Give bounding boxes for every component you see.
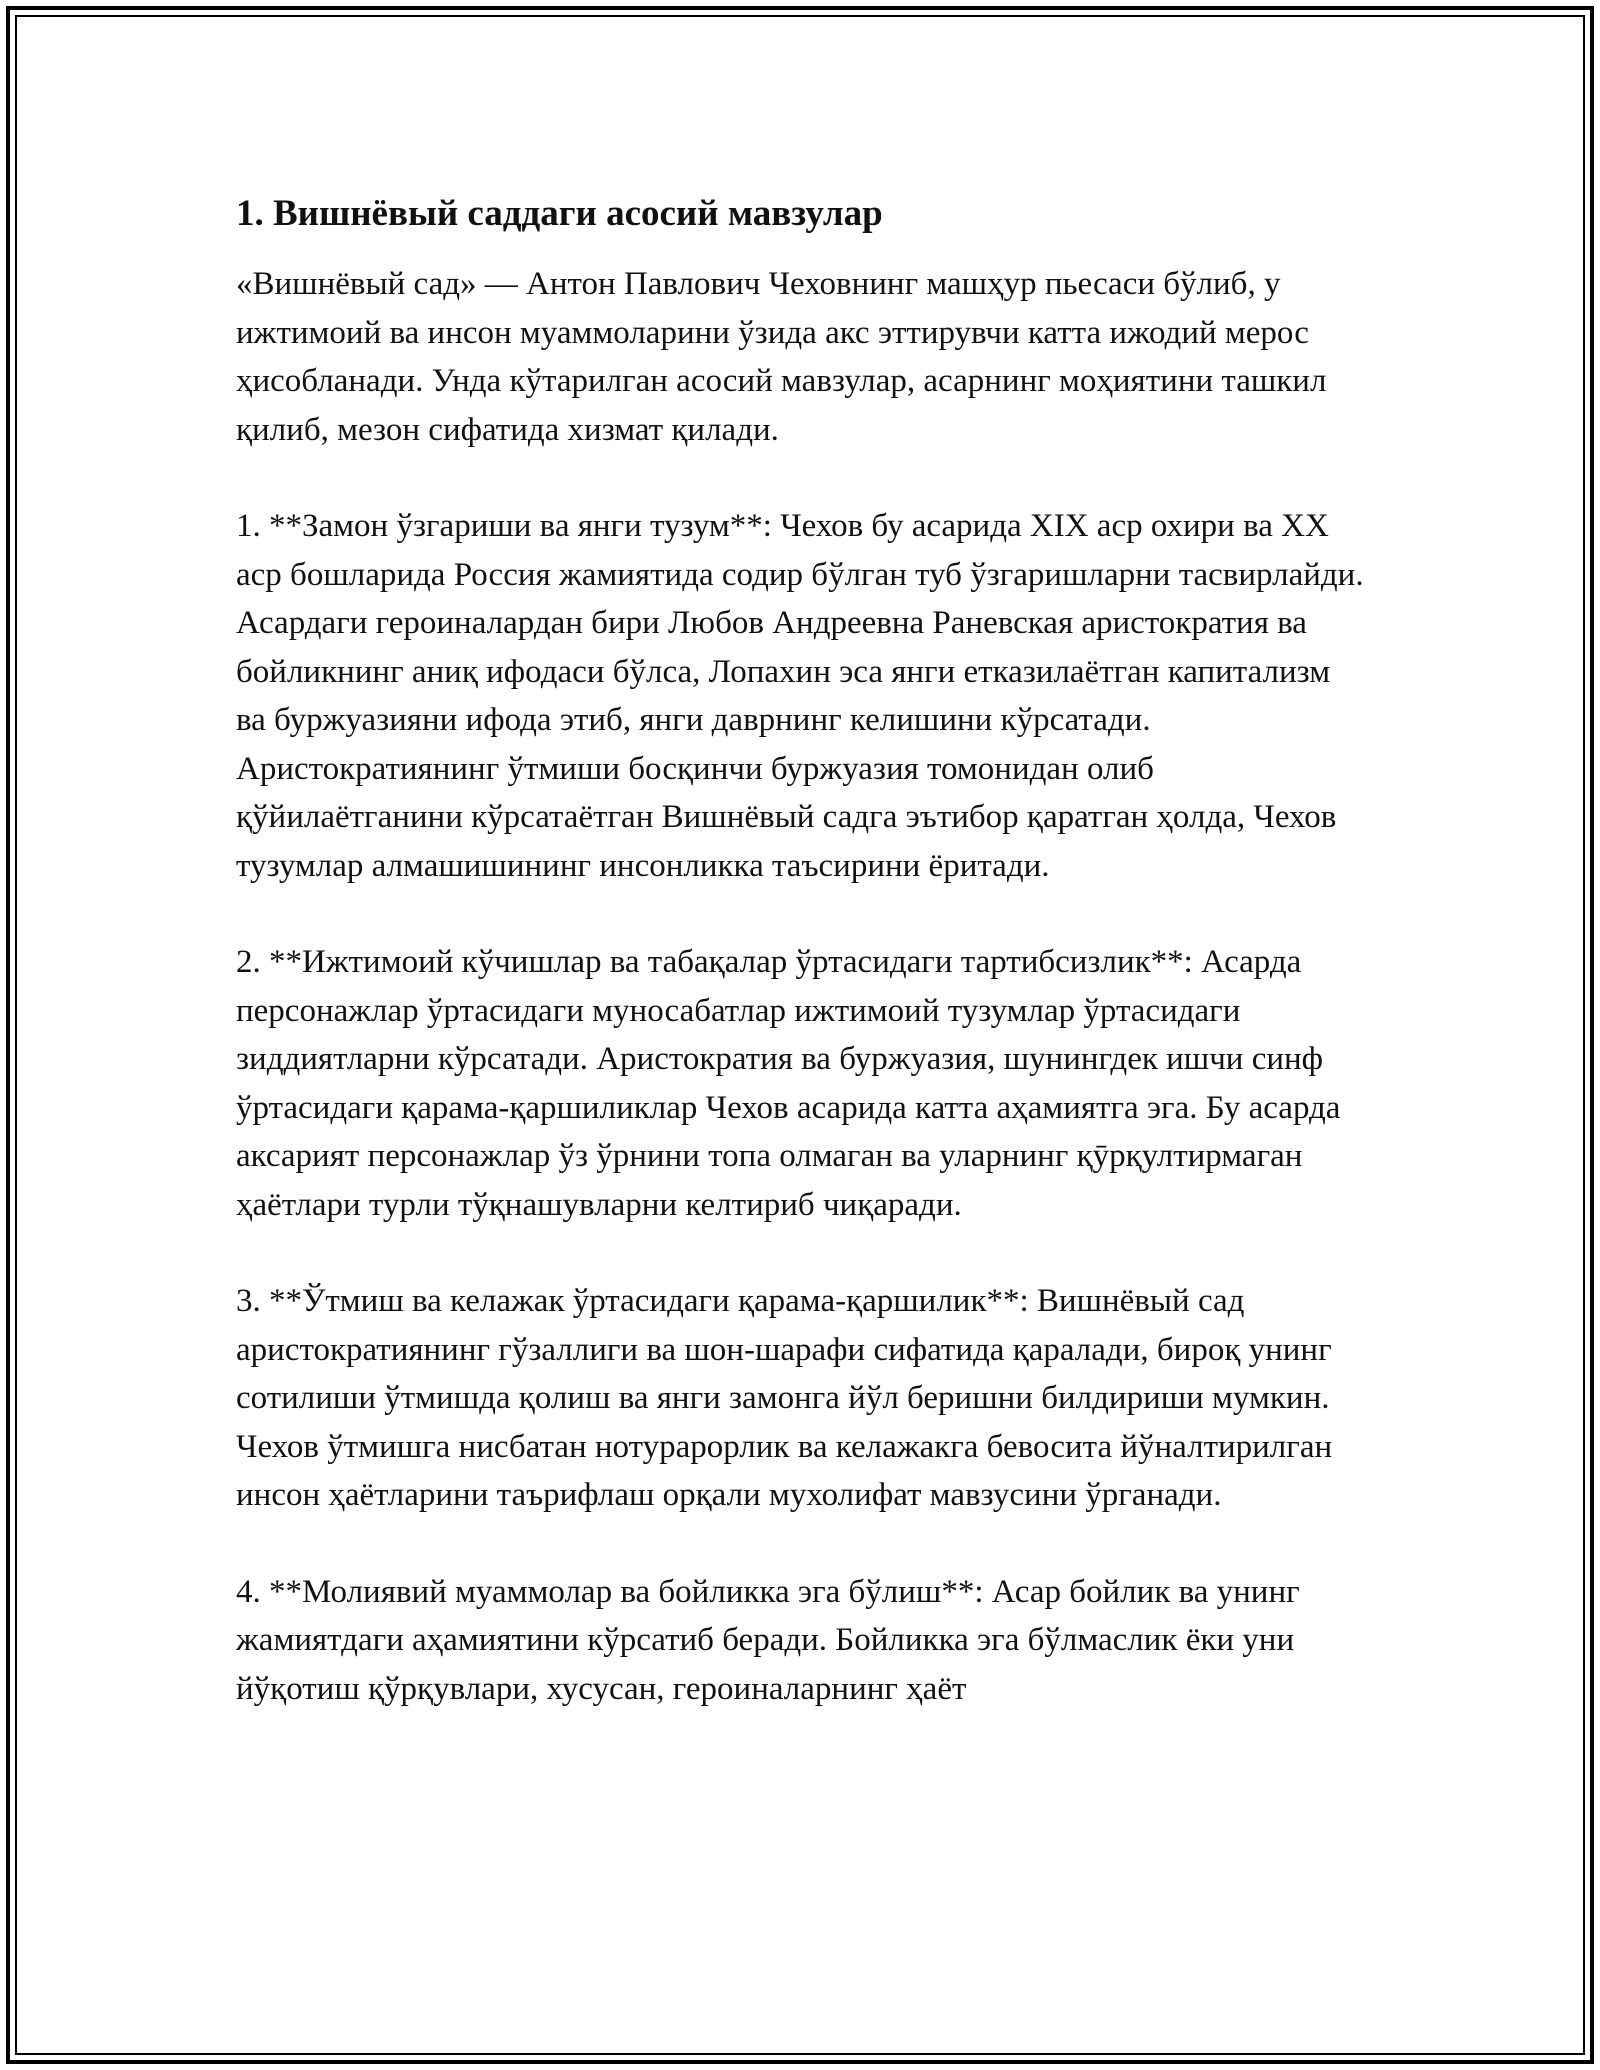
theme-paragraph-4: 4. **Молиявий муаммолар ва бойликка эга бўлиш**: Асар бойлик ва унинг жамиятдаги аҳамиятини кўрсатиб беради. Бойликка эга бўлмаслик ёки уни йўқотиш қўрқувлари, хусусан, героиналарнинг ҳаёт — [236, 1573, 1300, 1707]
theme-paragraph-1: 1. **Замон ўзгариши ва янги тузум**: Чехов бу асарида XIX аср охири ва XX аср бошларида Россия жамиятида содир бўлган туб ўзгаришларни тасвирлайди. Асардаги героиналардан бири Любов Андреевна Раневская аристократия ва бойликнинг аниқ ифодаси бўлса, Лопахин эса янги етказилаётган капитализм ва буржуазияни ифода этиб, янги даврнинг келишини кўрсатади. Аристократиянинг ўтмиши босқинчи буржуазия томонидан олиб қўйилаётганини кўрсатаётган Вишнёвый садга эътибор қаратган ҳолда, Чехов тузумлар алмашишининг инсонликка таъсирини ёритади. — [236, 508, 1364, 884]
section-heading: 1. Вишнёвый саддаги асосий мавзулар — [236, 193, 883, 234]
theme-paragraph-2: 2. **Ижтимоий кўчишлар ва табақалар ўртасидаги тартибсизлик**: Асарда персонажлар ўртасидаги муносабатлар ижтимоий тузумлар ўртасидаги зиддиятларни кўрсатади. Аристократия ва буржуазия, шунингдек ишчи синф ўртасидаги қарама-қаршиликлар Чехов асарида катта аҳамиятга эга. Бу асарда аксарият персонажлар ўз ўрнини топа олмаган ва уларнинг қӯрқултирмаган ҳаётлари турли тўқнашувларни келтириб чиқаради. — [236, 944, 1341, 1223]
intro-paragraph: «Вишнёвый сад» — Антон Павлович Чеховнинг машҳур пьесаси бўлиб, у ижтимоий ва инсон муаммоларини ўзида акс эттирувчи катта ижодий мерос ҳисобланади. Унда кўтарилган асосий мавзулар, асарнинг моҳиятини ташкил қилиб, мезон сифатида хизмат қилади. — [236, 266, 1327, 448]
theme-paragraph-3: 3. **Ўтмиш ва келажак ўртасидаги қарама-қаршилик**: Вишнёвый сад аристократиянинг гўзаллиги ва шон-шарафи сифатида қаралади, бироқ унинг сотилиши ўтмишда қолиш ва янги замонга йўл беришни билдириши мумкин. Чехов ўтмишга нисбатан нотурарорлик ва келажакга бевосита йўналтирилган инсон ҳаётларини таърифлаш орқали мухолифат мавзусини ўрганади. — [236, 1283, 1333, 1513]
document-body — [236, 188, 1366, 1761]
